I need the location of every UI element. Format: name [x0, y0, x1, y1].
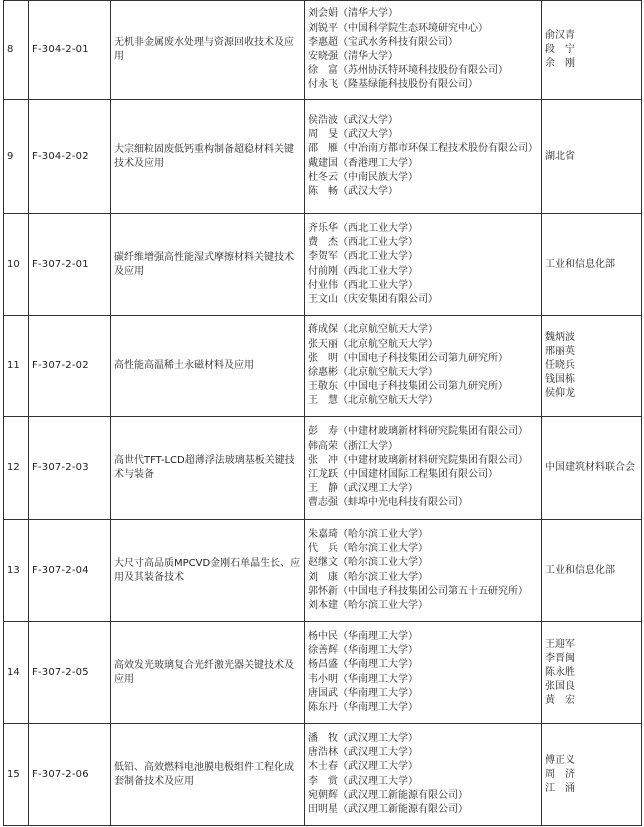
row-number: 12 — [4, 417, 29, 520]
contributor: 刘本建（哈尔滨工业大学） — [308, 599, 428, 611]
contributor: 张 冲（中建材玻璃新材料研究院集团有限公司） — [308, 454, 528, 466]
contributor: 李 赏（武汉理工大学） — [308, 775, 418, 787]
contributor: 田明星（武汉理工新能源有限公司） — [308, 803, 468, 815]
contributor: 木士春（武汉理工大学） — [308, 761, 418, 773]
contributor: 王文山（庆安集团有限公司） — [308, 293, 438, 305]
contributor: 杜冬云（中南民族大学） — [308, 171, 418, 183]
contributors-cell — [305, 520, 542, 622]
table-row — [4, 622, 642, 724]
nominator-cell — [542, 316, 642, 417]
row-number: 10 — [4, 214, 29, 316]
contributor: 彭 寿（中建材玻璃新材料研究院集团有限公司） — [308, 426, 528, 438]
nominator-cell — [542, 724, 642, 826]
contributor: 杨昌盛（华南理工大学） — [308, 659, 418, 671]
contributor: 徐善辉（华南理工大学） — [308, 645, 418, 657]
row-number: 8 — [4, 1, 29, 100]
project-code: F-304-2-02 — [29, 100, 111, 214]
contributors-cell — [305, 417, 542, 520]
contributors-cell — [305, 316, 542, 417]
contributors-cell — [305, 214, 542, 316]
contributor: 李贺军（西北工业大学） — [308, 251, 418, 263]
row-number: 9 — [4, 100, 29, 214]
contributor: 周 旻（武汉大学） — [308, 129, 398, 141]
contributor: 王敬东（中国电子科技集团公司第九研究所） — [308, 381, 508, 393]
project-code: F-307-2-04 — [29, 520, 111, 622]
contributor: 齐乐华（西北工业大学） — [308, 222, 418, 234]
nominator: 侯仰龙 — [545, 388, 575, 399]
nominator: 黄 宏 — [545, 694, 575, 706]
contributor: 徐惠彬（北京航空航天大学） — [308, 367, 438, 378]
table-row — [4, 520, 642, 622]
nominator-cell — [542, 622, 642, 724]
project-title: 低铅、高效燃料电池膜电极组件工程化成套制备技术及应用 — [111, 724, 305, 826]
row-number: 11 — [4, 316, 29, 417]
nominator: 余 刚 — [545, 58, 575, 69]
contributor: 陈东丹（华南理工大学） — [308, 701, 418, 713]
contributor: 邵 雁（中冶南方都市环保工程技术股份有限公司） — [308, 143, 538, 155]
contributor: 赵继文（哈尔滨工业大学） — [308, 557, 428, 569]
nominator: 王迎军 — [545, 638, 575, 650]
contributor: 戴建国（香港理工大学） — [308, 157, 418, 169]
contributor: 付前刚（西北工业大学） — [308, 265, 418, 277]
nominator: 任晓兵 — [545, 360, 575, 371]
contributor: 郭怀新（中国电子科技集团公司第五十五研究所） — [308, 585, 528, 597]
row-number: 14 — [4, 622, 29, 724]
contributor: 李惠超（宝武水务科技有限公司） — [308, 36, 458, 48]
nominator: 俞汉青 — [545, 30, 575, 41]
contributor: 安晓强（清华大学） — [308, 51, 398, 62]
project-title: 大尺寸高品质MPCVD金刚石单晶生长、应用及其装备技术 — [111, 520, 305, 622]
contributor: 朱嘉琦（哈尔滨工业大学） — [308, 528, 428, 540]
nominator-cell — [542, 100, 642, 214]
contributor: 江龙跃（中国建材国际工程集团有限公司） — [308, 469, 498, 480]
contributor: 付业伟（西北工业大学） — [308, 279, 418, 291]
project-title: 大宗细粒固废低钙重构制备超稳材料关键技术及应用 — [111, 100, 305, 214]
project-title: 高世代TFT-LCD超薄浮法玻璃基板关键技术与装备 — [111, 417, 305, 520]
table-row — [4, 100, 642, 214]
nominator: 湖北省 — [545, 150, 575, 162]
contributor: 侯浩波（武汉大学） — [308, 114, 398, 126]
table-row — [4, 214, 642, 316]
row-number: 13 — [4, 520, 29, 622]
contributor: 费 杰（西北工业大学） — [308, 237, 418, 249]
contributor: 宛朝辉（武汉理工新能源有限公司） — [308, 789, 468, 801]
contributor: 陈 畅（武汉大学） — [308, 185, 398, 197]
contributor: 刘锐平（中国科学院生态环境研究中心） — [308, 22, 488, 34]
nominator: 魏炳波 — [545, 332, 575, 343]
contributor: 韩高荣（浙江大学） — [308, 440, 398, 452]
nominator: 李晋闽 — [545, 652, 575, 664]
nominator: 工业和信息化部 — [545, 258, 615, 270]
contributor: 曹志强（蚌埠中光电科技有限公司） — [308, 497, 468, 509]
table-row — [4, 417, 642, 520]
nominator: 工业和信息化部 — [545, 564, 615, 576]
nominator-cell — [542, 520, 642, 622]
table-row — [4, 724, 642, 826]
contributor: 唐浩林（武汉理工大学） — [308, 747, 418, 759]
project-code: F-307-2-03 — [29, 417, 111, 520]
nominator: 张国良 — [545, 680, 575, 692]
contributor: 王 静（武汉理工大学） — [308, 483, 418, 495]
nominator: 中国建筑材料联合会 — [545, 462, 635, 473]
nominator-cell — [542, 214, 642, 316]
contributors-cell — [305, 1, 542, 100]
contributor: 刘 康（哈尔滨工业大学） — [308, 571, 428, 583]
nominator-cell — [542, 417, 642, 520]
project-code: F-307-2-05 — [29, 622, 111, 724]
nominator: 钱国栋 — [545, 374, 575, 385]
project-code: F-307-2-01 — [29, 214, 111, 316]
contributor: 蒋成保（北京航空航天大学） — [308, 324, 438, 336]
project-title: 碳纤维增强高性能湿式摩擦材料关键技术及应用 — [111, 214, 305, 316]
contributor: 王 慧（北京航空航天大学） — [308, 395, 438, 407]
project-code: F-307-2-02 — [29, 316, 111, 417]
table-row — [4, 316, 642, 417]
contributor: 张天丽（北京航空航天大学） — [308, 338, 438, 350]
nominator: 傅正义 — [545, 754, 575, 766]
awards-table — [3, 0, 642, 826]
contributor: 杨中民（华南理工大学） — [308, 630, 418, 642]
contributor: 代 兵（哈尔滨工业大学） — [308, 543, 428, 555]
project-code: F-304-2-01 — [29, 1, 111, 100]
project-title: 高性能高温稀土永磁材料及应用 — [111, 316, 305, 417]
project-title: 无机非金属废水处理与资源回收技术及应用 — [111, 1, 305, 100]
nominator: 江 涌 — [545, 782, 575, 794]
nominator: 邢丽英 — [545, 346, 575, 357]
nominator: 周 济 — [545, 768, 575, 780]
row-number: 15 — [4, 724, 29, 826]
table-row — [4, 1, 642, 100]
contributor: 韦小明（华南理工大学） — [308, 673, 418, 685]
project-code: F-307-2-06 — [29, 724, 111, 826]
nominator: 段 宁 — [545, 44, 575, 55]
contributor: 刘会娟（清华大学） — [308, 8, 398, 20]
nominator: 陈永胜 — [545, 666, 575, 678]
contributor: 徐 富（苏州协沃特环境科技股份有限公司） — [308, 65, 508, 77]
contributor: 潘 牧（武汉理工大学） — [308, 732, 418, 744]
project-title: 高效发光玻璃复合光纤激光器关键技术及应用 — [111, 622, 305, 724]
contributors-cell — [305, 724, 542, 826]
contributor: 付永飞（隆基绿能科技股份有限公司） — [308, 79, 478, 91]
contributor: 唐国武（华南理工大学） — [308, 687, 418, 699]
contributors-cell — [305, 100, 542, 214]
nominator-cell — [542, 1, 642, 100]
contributors-cell — [305, 622, 542, 724]
contributor: 张 明（中国电子科技集团公司第九研究所） — [308, 352, 508, 364]
